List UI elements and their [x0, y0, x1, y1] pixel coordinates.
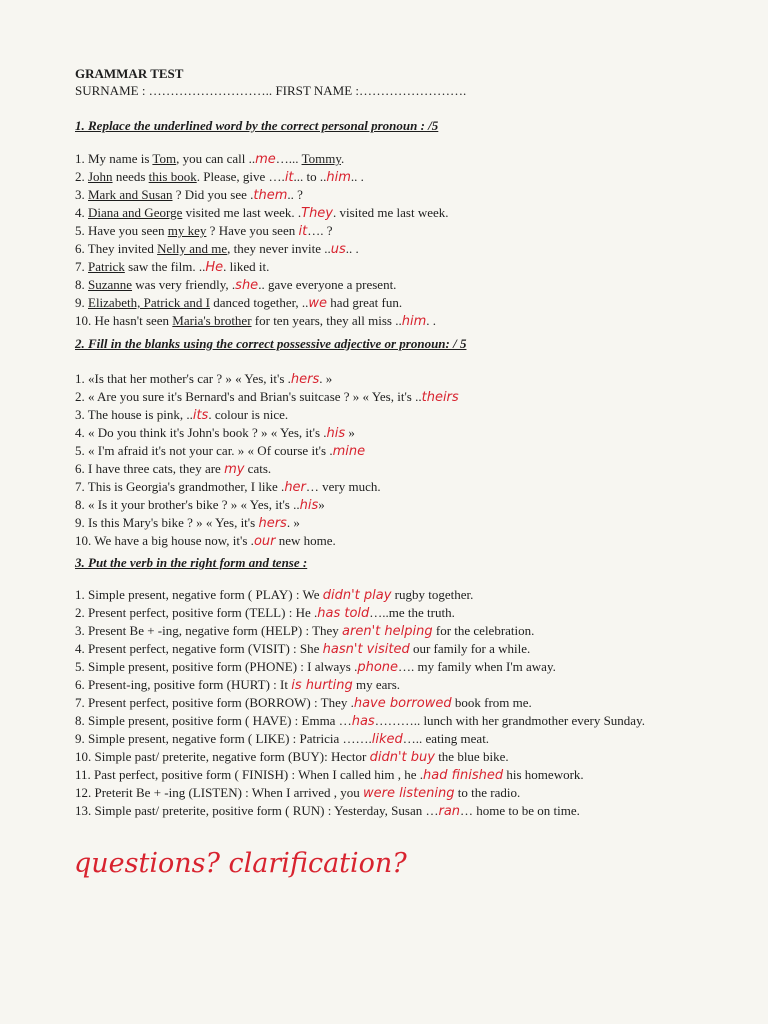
- handwritten-answer: him: [401, 314, 427, 329]
- firstname-label: FIRST NAME :…………………….: [275, 83, 467, 98]
- list-item: 6. They invited Nelly and me, they never invite ..us.. .: [75, 241, 359, 257]
- section-2-list: [75, 370, 735, 550]
- section-3-title: 3. Put the verb in the right form and tense :: [75, 555, 308, 570]
- list-item: 1. «Is that her mother's car ? » « Yes, it's .hers. »: [75, 371, 333, 387]
- list-item: 7. This is Georgia's grandmother, I like .her… very much.: [75, 479, 381, 495]
- handwritten-answer: us: [330, 242, 346, 257]
- list-item: 9. Elizabeth, Patrick and I danced together, ..we had great fun.: [75, 295, 403, 311]
- list-item: 5. « I'm afraid it's not your car. » « Of course it's .mine: [75, 443, 366, 459]
- list-item: 6. I have three cats, they are my cats.: [75, 461, 272, 477]
- handwritten-answer: we: [308, 296, 328, 311]
- list-item: 10. He hasn't seen Maria's brother for ten years, they all miss ..him. .: [75, 313, 436, 329]
- list-item: 1. Simple present, negative form ( PLAY) : We didn't play rugby together.: [75, 587, 474, 603]
- list-item: 5. Simple present, positive form (PHONE) : I always .phone…. my family when I'm away.: [75, 659, 556, 675]
- handwritten-answer: had finished: [423, 768, 504, 783]
- handwritten-answer: them: [253, 188, 288, 203]
- handwritten-answer: is hurting: [291, 678, 353, 693]
- handwritten-answer: liked: [371, 732, 403, 747]
- handwritten-answer: me: [255, 152, 276, 167]
- handwritten-answer: hers: [258, 516, 287, 531]
- handwritten-answer: him: [326, 170, 351, 185]
- handwritten-answer: phone: [357, 660, 399, 675]
- handwritten-answer: They: [301, 206, 333, 221]
- handwritten-answer: her: [284, 480, 306, 495]
- handwritten-answer: He: [205, 260, 224, 275]
- list-item: 5. Have you seen my key ? Have you seen it…. ?: [75, 223, 333, 239]
- handwritten-answer: theirs: [421, 390, 459, 405]
- list-item: 9. Is this Mary's bike ? » « Yes, it's hers. »: [75, 515, 300, 531]
- list-item: 2. John needs this book. Please, give ….it... to ..him.. .: [75, 169, 364, 185]
- list-item: 8. « Is it your brother's bike ? » « Yes, it's ..his»: [75, 497, 325, 513]
- handwritten-answer: his: [326, 426, 346, 441]
- handwritten-answer: its: [192, 408, 209, 423]
- handwritten-answer: his: [299, 498, 319, 513]
- list-item: 3. Present Be + -ing, negative form (HELP) : They aren't helping for the celebration.: [75, 623, 535, 639]
- handwritten-answer: it: [298, 224, 308, 239]
- handwritten-answer: were listening: [362, 786, 455, 801]
- list-item: 10. We have a big house now, it's .our new home.: [75, 533, 336, 549]
- list-item: 1. My name is Tom, you can call ..me…... Tommy.: [75, 151, 345, 167]
- handwritten-answer: my: [224, 462, 245, 477]
- handwritten-note: questions? clarification?: [74, 848, 407, 879]
- test-title: GRAMMAR TEST: [75, 66, 184, 81]
- list-item: 7. Patrick saw the film. ..He. liked it.: [75, 259, 270, 275]
- list-item: 3. The house is pink, ..its. colour is nice.: [75, 407, 289, 423]
- handwritten-answer: aren't helping: [342, 624, 433, 639]
- handwritten-answer: ran: [438, 804, 461, 819]
- list-item: 2. Present perfect, positive form (TELL) : He .has told…..me the truth.: [75, 605, 455, 621]
- list-item: 4. « Do you think it's John's book ? » « Yes, it's .his »: [75, 425, 355, 441]
- list-item: 12. Preterit Be + -ing (LISTEN) : When I arrived , you were listening to the radio.: [75, 785, 521, 801]
- section-1-list: [75, 150, 735, 330]
- list-item: 3. Mark and Susan ? Did you see .them.. ?: [75, 187, 303, 203]
- list-item: 11. Past perfect, positive form ( FINISH) : When I called him , he .had finished his homework.: [75, 767, 584, 783]
- list-item: 7. Present perfect, positive form (BORROW) : They .have borrowed book from me.: [75, 695, 532, 711]
- list-item: 8. Simple present, positive form ( HAVE) : Emma …has……….. lunch with her grandmother every Sunday.: [75, 713, 645, 729]
- handwritten-answer: didn't buy: [369, 750, 435, 765]
- list-item: 8. Suzanne was very friendly, .she.. gave everyone a present.: [75, 277, 397, 293]
- section-3-list: [75, 586, 735, 820]
- list-item: 10. Simple past/ preterite, negative form (BUY): Hector didn't buy the blue bike.: [75, 749, 509, 765]
- name-fields: [75, 83, 735, 99]
- list-item: 9. Simple present, negative form ( LIKE) : Patricia …….liked….. eating meat.: [75, 731, 490, 747]
- section-2-title: 2. Fill in the blanks using the correct possessive adjective or pronoun: / 5: [75, 336, 467, 351]
- handwritten-answer: hers: [290, 372, 320, 387]
- handwritten-answer: didn't play: [322, 588, 392, 603]
- list-item: 13. Simple past/ preterite, positive form ( RUN) : Yesterday, Susan …ran… home to be on time.: [75, 803, 580, 819]
- handwritten-answer: has told: [317, 606, 370, 621]
- list-item: 6. Present-ing, positive form (HURT) : It is hurting my ears.: [75, 677, 401, 693]
- handwritten-answer: she: [235, 278, 259, 293]
- handwritten-answer: mine: [332, 444, 366, 459]
- section-1-title: 1. Replace the underlined word by the correct personal pronoun : /5: [75, 118, 439, 133]
- handwritten-answer: it: [284, 170, 294, 185]
- surname-label: SURNAME : ………………………..: [75, 83, 276, 98]
- handwritten-answer: have borrowed: [353, 696, 452, 711]
- list-item: 4. Diana and George visited me last week. .They. visited me last week.: [75, 205, 449, 221]
- handwritten-answer: hasn't visited: [322, 642, 410, 657]
- list-item: 2. « Are you sure it's Bernard's and Brian's suitcase ? » « Yes, it's ..theirs: [75, 389, 459, 405]
- list-item: 4. Present perfect, negative form (VISIT) : She hasn't visited our family for a while.: [75, 641, 531, 657]
- handwritten-answer: has: [351, 714, 375, 729]
- handwritten-answer: our: [253, 534, 276, 549]
